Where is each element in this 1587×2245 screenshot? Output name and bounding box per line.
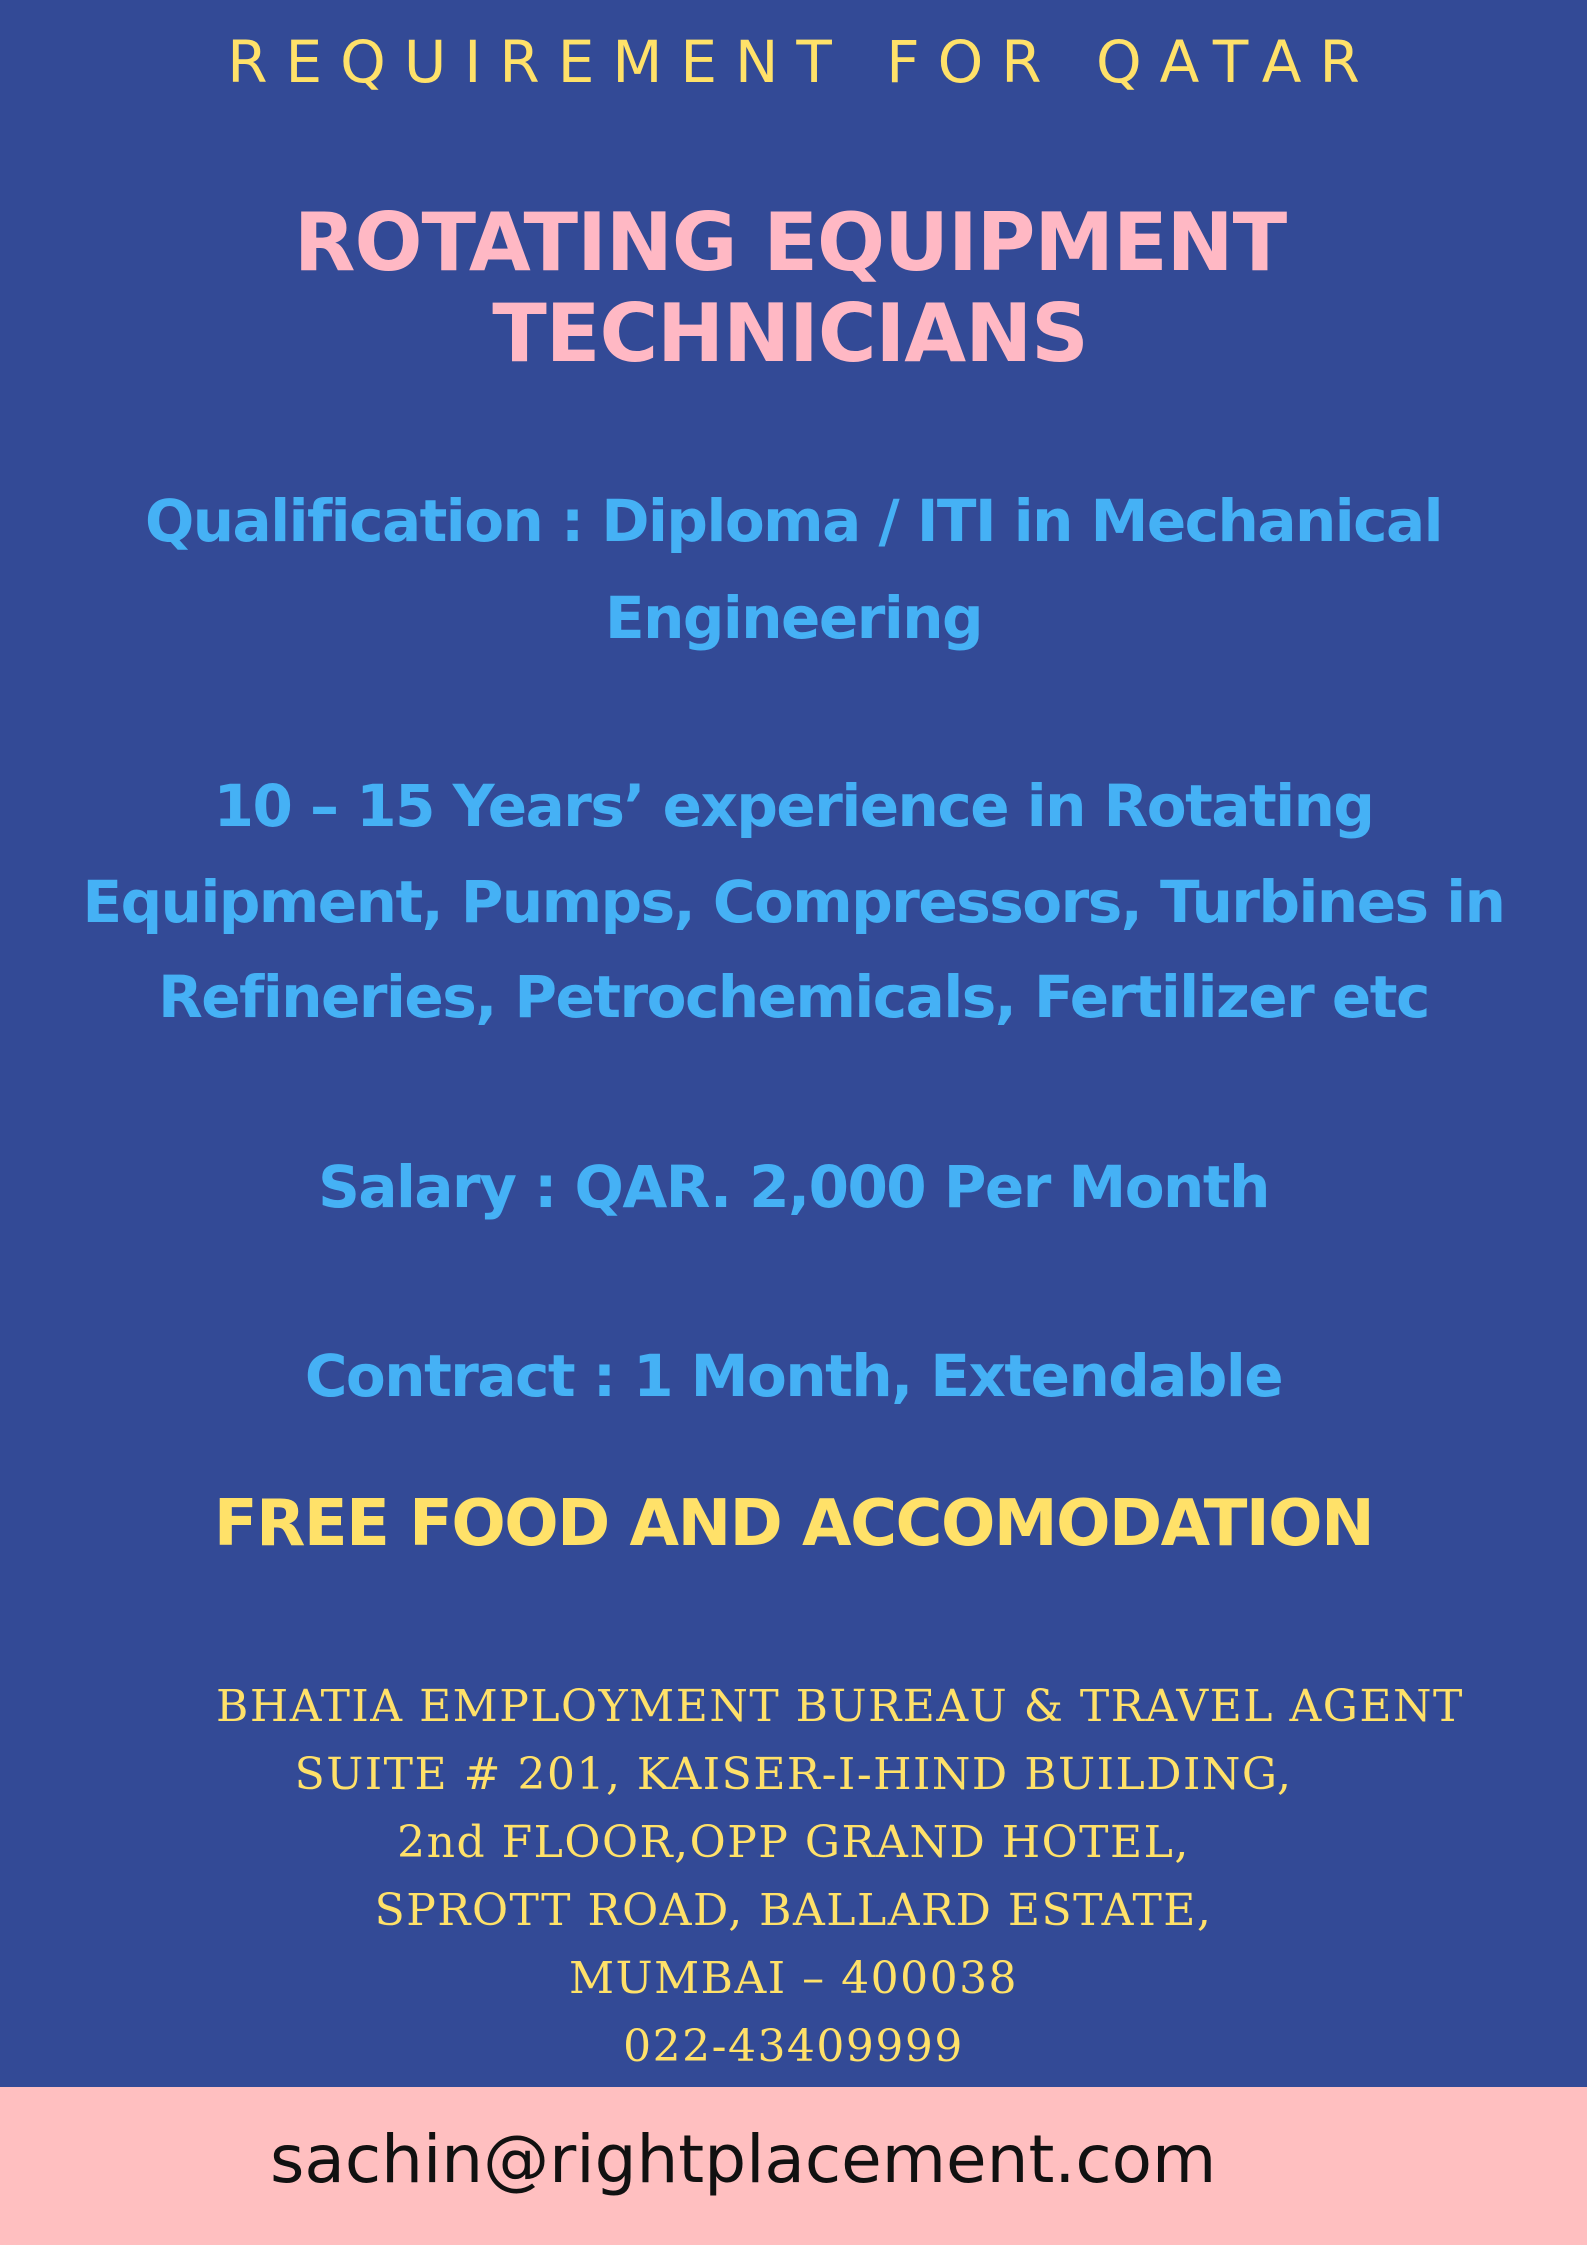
qualification-line-2: Engineering <box>604 584 983 652</box>
job-title-line-1: ROTATING EQUIPMENT <box>293 196 1287 289</box>
address-company: BHATIA EMPLOYMENT BUREAU & TRAVEL AGENT <box>216 1681 1464 1732</box>
address-floor: 2nd FLOOR,OPP GRAND HOTEL, <box>397 1817 1190 1868</box>
contact-email[interactable]: sachin@rightplacement.com <box>270 2121 1217 2198</box>
benefits-text: FREE FOOD AND ACCOMODATION <box>213 1487 1374 1561</box>
salary-text: Salary : QAR. 2,000 Per Month <box>318 1153 1269 1221</box>
address-city: MUMBAI – 400038 <box>568 1953 1019 2004</box>
experience-line-1: 10 – 15 Years’ experience in Rotating <box>213 772 1374 840</box>
address-road: SPROTT ROAD, BALLARD ESTATE, <box>374 1885 1213 1936</box>
address-suite: SUITE # 201, KAISER-I-HIND BUILDING, <box>294 1749 1293 1800</box>
experience-line-3: Refineries, Petrochemicals, Fertilizer etc <box>158 963 1429 1031</box>
job-title-line-2: TECHNICIANS <box>492 287 1088 380</box>
phone-number: 022-43409999 <box>623 2021 964 2072</box>
qualification-line-1: Qualification : Diploma / ITI in Mechanical <box>144 487 1443 555</box>
experience-line-2: Equipment, Pumps, Compressors, Turbines in <box>82 868 1505 936</box>
poster-header: REQUIREMENT FOR QATAR <box>227 28 1378 96</box>
footer-bar <box>0 2087 1587 2245</box>
contract-text: Contract : 1 Month, Extendable <box>304 1342 1283 1410</box>
